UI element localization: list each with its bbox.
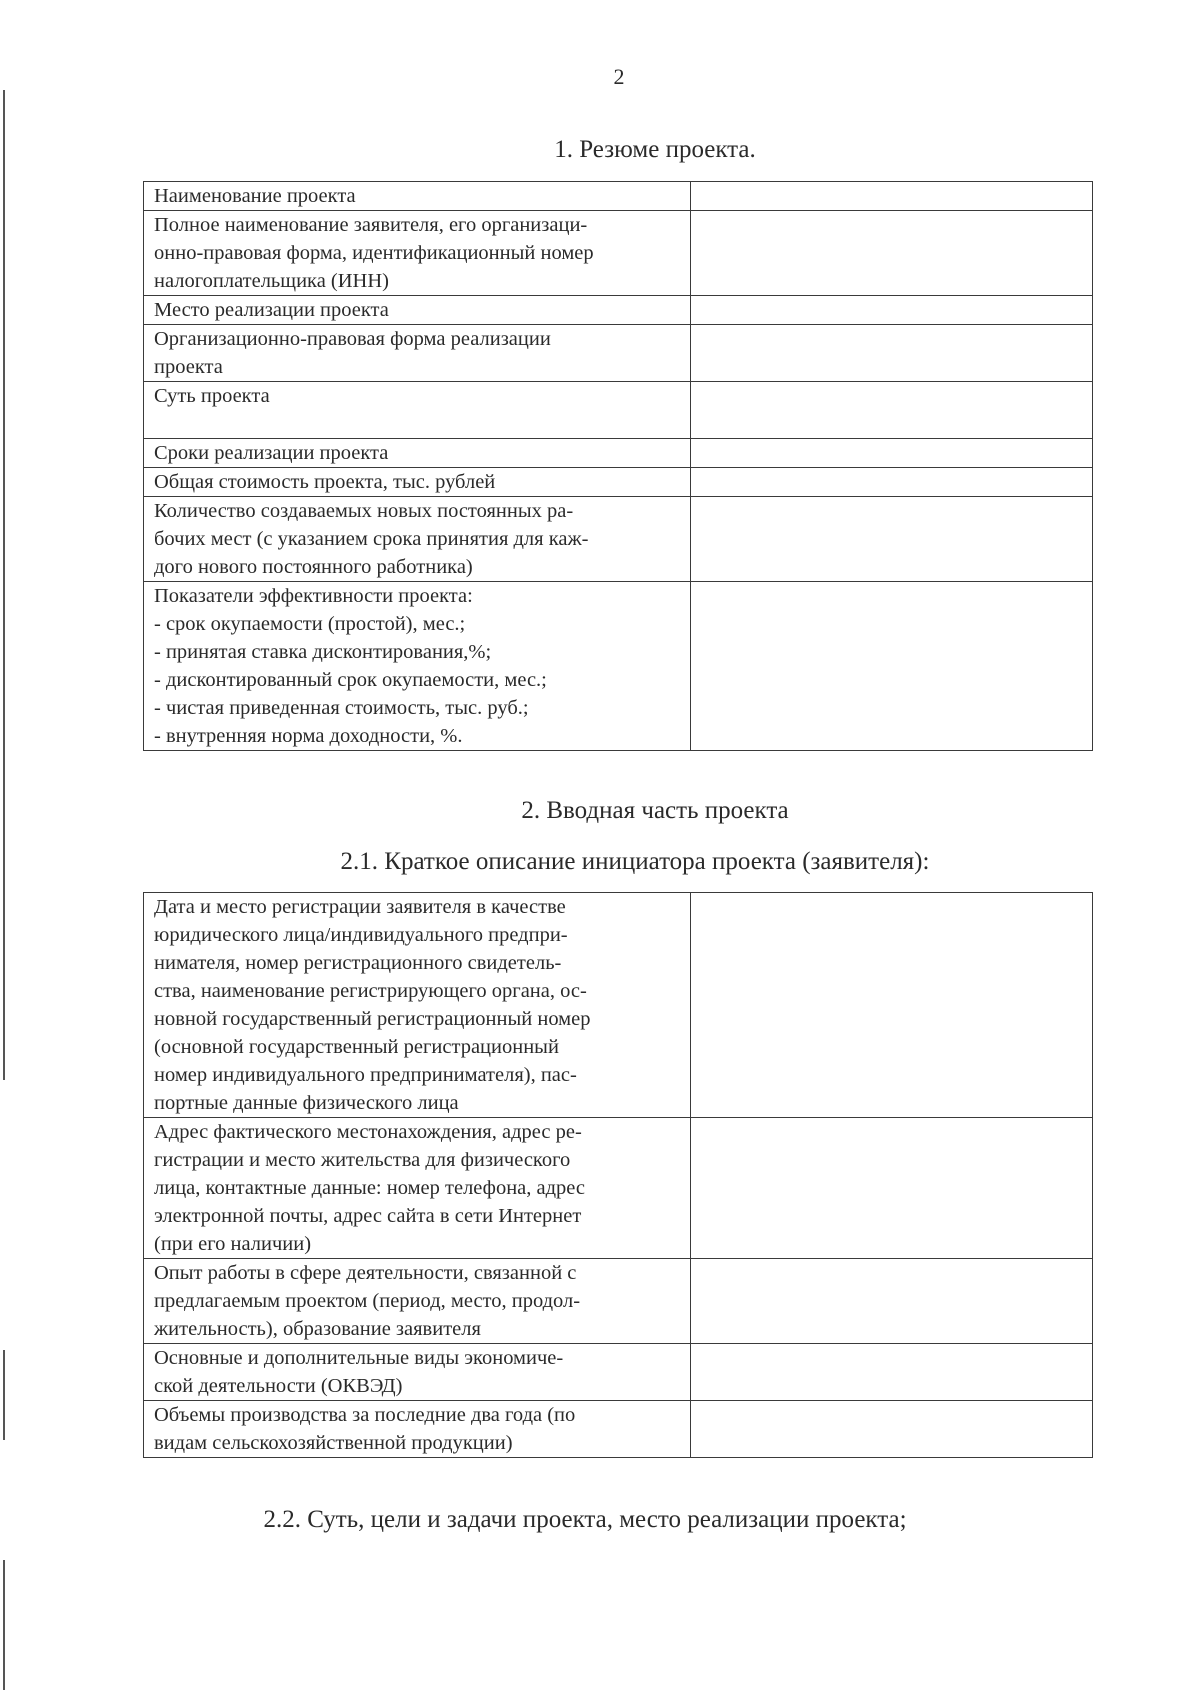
label-line: портные данные физического лица [154,1092,459,1114]
row-label [144,1344,691,1401]
table-row [144,893,1093,1118]
table-row [144,1344,1093,1401]
row-label [144,211,691,296]
label-line: дого нового постоянного работника) [154,556,473,578]
label-line [154,410,680,438]
label-line: электронной почты, адрес сайта в сети Интернет [154,1205,582,1227]
applicant-description-table [143,892,1093,1458]
row-value-cell[interactable] [691,893,1093,1118]
table-row [144,1259,1093,1344]
label-line: бочих мест (с указанием срока принятия для каж- [154,528,589,550]
label-line: - срок окупаемости (простой), мес.; [154,613,466,635]
table-row [144,468,1093,497]
row-label [144,1259,691,1344]
margin-mark [3,90,5,1080]
label-line: ства, наименование регистрирующего органа, ос- [154,980,587,1002]
label-line: (при его наличии) [154,1233,312,1255]
row-label [144,497,691,582]
label-line: - дисконтированный срок окупаемости, мес.; [154,669,547,691]
label-line: лица, контактные данные: номер телефона, адрес [154,1177,586,1199]
row-value-cell[interactable] [691,439,1093,468]
row-value-cell[interactable] [691,582,1093,751]
label-line: Наименование проекта [154,185,356,207]
label-line: Опыт работы в сфере деятельности, связанной с [154,1262,577,1284]
label-line: - принятая ставка дисконтирования,%; [154,641,492,663]
project-summary-table [143,181,1093,751]
label-line: Организационно-правовая форма реализации [154,328,551,350]
row-value-cell[interactable] [691,211,1093,296]
label-line: проекта [154,356,223,378]
label-line: новной государственный регистрационный номер [154,1008,591,1030]
table-row [144,1118,1093,1259]
label-line: Полное наименование заявителя, его организаци- [154,214,588,236]
label-line: Место реализации проекта [154,299,389,321]
row-value-cell[interactable] [691,1118,1093,1259]
label-line: Количество создаваемых новых постоянных ра- [154,500,574,522]
row-value-cell[interactable] [691,382,1093,439]
row-label [144,296,691,325]
label-line: (основной государственный регистрационный [154,1036,559,1058]
label-line: жительность), образование заявителя [154,1318,481,1340]
row-value-cell[interactable] [691,1401,1093,1458]
row-label [144,1118,691,1259]
row-value-cell[interactable] [691,1344,1093,1401]
row-label [144,439,691,468]
label-line: Адрес фактического местонахождения, адрес ре- [154,1121,582,1143]
row-value-cell[interactable] [691,296,1093,325]
label-line: Показатели эффективности проекта: [154,585,473,607]
table-row [144,582,1093,751]
label-line: онно-правовая форма, идентификационный номер [154,242,594,264]
label-line: ской деятельности (ОКВЭД) [154,1375,403,1397]
table-row [144,497,1093,582]
row-label [144,382,691,439]
table-row [144,211,1093,296]
row-value-cell[interactable] [691,182,1093,211]
subsection-2-1-heading: 2.1. Краткое описание инициатора проекта (заявителя): [340,848,930,875]
row-value-cell[interactable] [691,468,1093,497]
label-line: видам сельскохозяйственной продукции) [154,1432,513,1454]
margin-mark [3,1350,5,1440]
row-value-cell[interactable] [691,1259,1093,1344]
row-value-cell[interactable] [691,497,1093,582]
label-line: Общая стоимость проекта, тыс. рублей [154,471,496,493]
label-line: Объемы производства за последние два года (по [154,1404,576,1426]
label-line: предлагаемым проектом (период, место, продол- [154,1290,581,1312]
section-2-heading: 2. Вводная часть проекта [521,797,789,824]
row-label [144,468,691,497]
table-row [144,439,1093,468]
row-value-cell[interactable] [691,325,1093,382]
table-row [144,1401,1093,1458]
label-line: номер индивидуального предпринимателя), пас- [154,1064,577,1086]
label-line: - чистая приведенная стоимость, тыс. руб.; [154,697,529,719]
label-line: Основные и дополнительные виды экономиче- [154,1347,564,1369]
margin-mark [3,1560,5,1690]
row-label [144,1401,691,1458]
label-line: юридического лица/индивидуального предпри- [154,924,568,946]
label-line: нимателя, номер регистрационного свидетель- [154,952,562,974]
label-line: Суть проекта [154,385,270,407]
subsection-2-2-heading: 2.2. Суть, цели и задачи проекта, место реализации проекта; [263,1506,907,1533]
page-number: 2 [613,64,625,89]
section-1-heading: 1. Резюме проекта. [554,136,756,163]
table-row [144,296,1093,325]
row-label [144,182,691,211]
table-row [144,325,1093,382]
label-line: - внутренняя норма доходности, %. [154,725,463,747]
label-line: Сроки реализации проекта [154,442,389,464]
label-line: гистрации и место жительства для физического [154,1149,571,1171]
label-line: Дата и место регистрации заявителя в качестве [154,896,566,918]
row-label [144,582,691,751]
row-label [144,325,691,382]
table-row [144,182,1093,211]
label-line: налогоплательщика (ИНН) [154,270,389,292]
table-row [144,382,1093,439]
row-label [144,893,691,1118]
